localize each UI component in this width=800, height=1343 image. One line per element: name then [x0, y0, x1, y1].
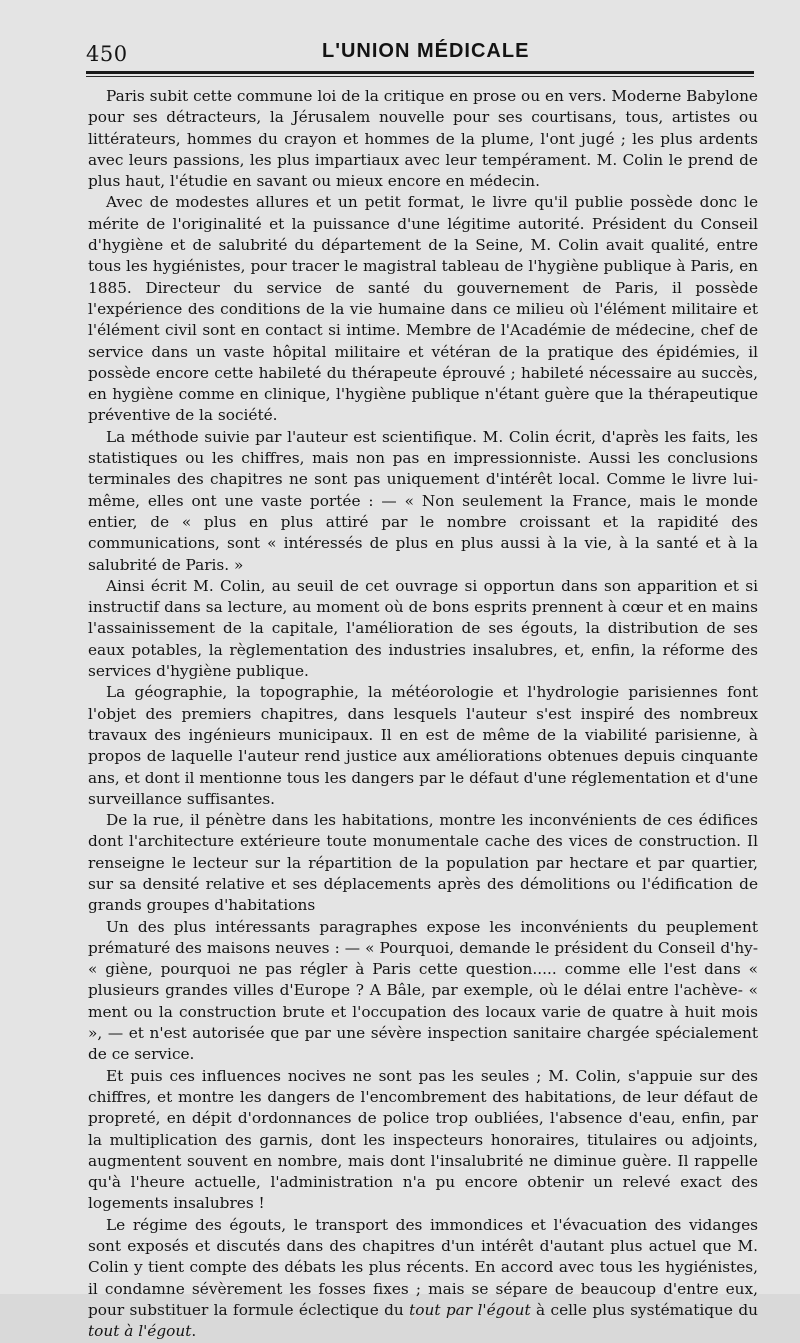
paragraph-8: Et puis ces influences nocives ne sont pas les seules ; M. Colin, s'appuie sur des chiffres, et montre les dangers de l'encombrement des habitations, de leur défaut de propreté, en dépit d'ordonnances de police trop oubliées, l'absence d'eau, enfin, par la multiplication des garnis, dont les inspecteurs honoraires, titulaires ou adjoints, augmentent souvent en nombre, mais dont l'insalubrité ne diminue guère. Il rappelle qu'à l'heure actuelle, l'administration n'a pu encore obtenir un relevé exact des logements insalubres ! — [88, 1066, 758, 1213]
page-number: 450 — [86, 42, 128, 66]
paragraph-3: La méthode suivie par l'auteur est scientifique. M. Colin écrit, d'après les faits, les statistiques ou les chiffres, mais non pas en impressionniste. Aussi les conclusions terminales des chapitres ne sont pas uniquement d'intérêt local. Comme le livre lui-même, elles ont une vaste portée : — « Non seulement la France, mais le monde entier, de « plus en plus attiré par le nombre croissant et la rapidité des communications, sont « intéressés de plus en plus aussi à la vie, à la santé et à la salubrité de Paris. » — [88, 427, 758, 574]
paragraph-4: Ainsi écrit M. Colin, au seuil de cet ouvrage si opportun dans son apparition et si instructif dans sa lecture, au moment où de bons esprits prennent à cœur et en mains l'assainissement de la capitale, l'amélioration de ses égouts, la distribution de ses eaux potables, la règlementation des industries insalubres, et, enfin, la réforme des services d'hygiène publique. — [88, 576, 758, 681]
journal-title: L'UNION MÉDICALE — [322, 40, 530, 62]
paragraph-9-text-after: . — [191, 1322, 197, 1341]
paragraph-9-text-middle: à celle plus systématique du — [530, 1300, 758, 1319]
page-header — [86, 38, 756, 68]
paragraph-5: La géographie, la topographie, la météorologie et l'hydrologie parisiennes font l'objet des premiers chapitres, dans lesquels l'auteur s'est inspiré des nombreux travaux des ingénieurs municipaux. Il en est de même de la viabilité parisienne, à propos de laquelle l'auteur rend justice aux améliorations obtenues depuis cinquante ans, et dont il mentionne tous les dangers par le défaut d'une réglementation et d'une surveillance suffisantes. — [88, 683, 758, 808]
paragraph-9 — [88, 1215, 758, 1343]
paragraph-2: Avec de modestes allures et un petit format, le livre qu'il publie possède donc le mérite de l'originalité et la puissance d'une légitime autorité. Président du Conseil d'hygiène et de salubrité du département de la Seine, M. Colin avait qualité, entre tous les hygiénistes, pour tracer le magistral tableau de l'hygiène publique à Paris, en 1885. Directeur du service de santé du gouvernement de Paris, il possède l'expérience des conditions de la vie humaine dans ce milieu où l'élément militaire et l'élément civil sont en contact si intime. Membre de l'Académie de médecine, chef de service dans un vaste hôpital militaire et vétéran de la pratique des épidémies, il possède encore cette habileté du thérapeute éprouvé ; habileté nécessaire au succès, en hygiène comme en clinique, l'hygiène publique n'étant guère que la thérapeutique préventive de la société. — [88, 193, 758, 425]
paragraph-9-italic-phrase-2: tout à l'égout — [88, 1322, 192, 1341]
paragraph-6: De la rue, il pénètre dans les habitations, montre les inconvénients de ces édifices dont l'architecture extérieure toute monumentale cache des vices de construction. Il renseigne le lecteur sur la répartition de la population par hectare et par quartier, sur sa densité relative et ses déplacements après des démolitions ou l'édification de grands groupes d'habitations — [88, 811, 758, 915]
paragraph-9-italic-phrase-1: tout par l'égout — [409, 1300, 531, 1319]
article-body — [88, 86, 758, 1343]
paragraph-9-text-before: Le régime des égouts, le transport des immondices et l'évacuation des vidanges sont exposés et discutés dans des chapitres d'un intérêt d'autant plus actuel que M. Colin y tient compte des débats les plus récents. En accord avec tous les hygiénistes, il condamne sévèrement les fosses fixes ; mais se sépare de beaucoup d'entre eux, pour substituer la formule éclectique du — [88, 1215, 758, 1319]
header-rule — [86, 71, 754, 74]
paragraph-7: Un des plus intéressants paragraphes expose les inconvénients du peuplement prématuré des maisons neuves : — « Pourquoi, demande le président du Conseil d'hy- « giène, pourquoi ne pas régler à Paris cette question..... comme elle l'est dans « plusieurs grandes villes d'Europe ? A Bâle, par exemple, où le délai entre l'achève- « ment ou la construction brute et l'occupation des locaux varie de quatre à huit mois », — et n'est autorisée que par une sévère inspection sanitaire chargée spécialement de ce service. — [88, 917, 758, 1064]
paragraph-1: Paris subit cette commune loi de la critique en prose ou en vers. Moderne Babylone pour ses détracteurs, la Jérusalem nouvelle pour ses courtisans, tous, artistes ou littérateurs, hommes du crayon et hommes de la plume, l'ont jugé ; les plus ardents avec leurs passions, les plus impartiaux avec leur tempérament. M. Colin le prend de plus haut, l'étudie en savant ou mieux encore en médecin. — [88, 87, 758, 191]
header-rule-thin — [86, 76, 754, 77]
